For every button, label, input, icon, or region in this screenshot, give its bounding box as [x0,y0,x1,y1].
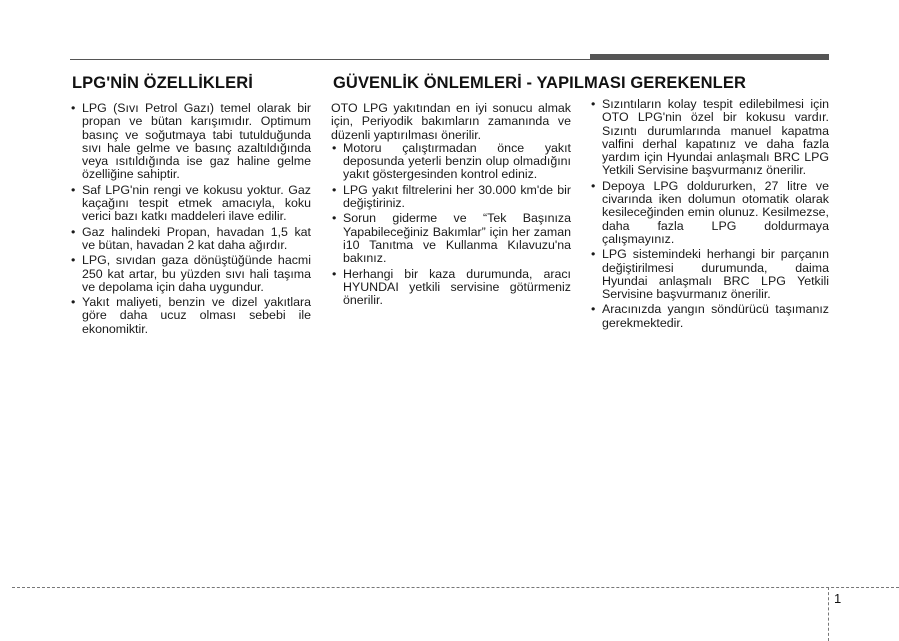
bullet-icon: • [71,224,76,239]
safety-list-right [590,98,829,330]
list-item: • Motoru çalıştırmadan önce yakıt deposunda yeterli benzin olup olmadığını yakıt göstergesinden kontrol ediniz. [332,140,571,182]
safety-intro: OTO LPG yakıtından en iyi sonucu almak için, Periyodik bakımların zamanında ve düzenli yaptırılması önerilir. [331,101,571,142]
list-item: • Aracınızda yangın söndürücü taşımanız gerekmektedir. [591,302,829,330]
bullet-icon: • [332,266,337,281]
lpg-properties-list [70,102,311,336]
bullet-icon: • [332,182,337,197]
list-item: • LPG sistemindeki herhangi bir parçanın değiştirilmesi durumunda, daima Hyundai anlaşmalı BRC LPG Yetkili Servisine başvurmanız önerilir. [591,247,829,302]
top-rule-accent [590,54,829,60]
safety-list-left [331,142,571,308]
bullet-icon: • [332,211,337,226]
list-item: • LPG yakıt filtrelerini her 30.000 km'de bir değiştiriniz. [332,182,571,211]
list-item: • Gaz halindeki Propan, havadan 1,5 kat ve bütan, havadan 2 kat daha ağırdır. [71,224,311,252]
safety-heading: GÜVENLİK ÖNLEMLERİ - YAPILMASI GEREKENLER [333,74,746,92]
list-item: • Herhangi bir kaza durumunda, aracı HYUNDAI yetkili servisine götürmeniz önerilir. [332,266,571,308]
bullet-icon: • [71,182,76,197]
footer-divider [828,587,829,641]
bullet-icon: • [591,178,596,193]
bullet-icon: • [71,295,76,310]
bullet-icon: • [71,253,76,268]
safety-column-right [590,74,829,332]
bullet-icon: • [591,97,596,111]
list-item: • LPG (Sıvı Petrol Gazı) temel olarak bir propan ve bütan karışımıdır. Optimum basınç ve soğutmaya tabi tutulduğunda sıvı hale gelme ve basınç azaltıldığında veya ısıtıldığında ise gaz haline gelme özelliğine sahiptir. [71,101,311,182]
bullet-icon: • [591,302,596,317]
footer-rule [12,587,899,588]
list-item: • Sorun giderme ve “Tek Başınıza Yapabileceğiniz Bakımlar” için her zaman i10 Tanıtma ve Kullanma Kılavuzu'na bakınız. [332,211,571,266]
list-item: • Depoya LPG doldururken, 27 litre ve civarında iken dolumun otomatik olarak kesileceğinden emin olunuz. Kesilmezse, daha fazla LPG doldurmaya çalışmayınız. [591,178,829,246]
list-item: • LPG, sıvıdan gaza dönüştüğünde hacmi 250 kat artar, bu yüzden sıvı hali taşıma ve depolama için daha uygundur. [71,253,311,294]
list-item: • Saf LPG'nin rengi ve kokusu yoktur. Gaz kaçağını tespit etmek amacıyla, koku verici bazı katkı maddeleri ilave edilir. [71,182,311,224]
page-number: 1 [834,591,842,606]
bullet-icon: • [591,247,596,262]
lpg-properties-heading: LPG'NİN ÖZELLİKLERİ [72,74,253,92]
bullet-icon: • [332,140,337,155]
list-item: • Sızıntıların kolay tespit edilebilmesi için OTO LPG'nin özel bir kokusu vardır. Sızıntı durumlarında manuel kapatma valfini derhal kapatınız ve daha fazla yardım için Hyundai anlaşmalı BRC LPG Yetkili Servisine başvurmanız önerilir. [591,97,829,178]
list-item: • Yakıt maliyeti, benzin ve dizel yakıtlara göre daha ucuz olması sebebi ile ekonomiktir. [71,295,311,336]
bullet-icon: • [71,101,76,115]
lpg-properties-column [70,74,311,338]
